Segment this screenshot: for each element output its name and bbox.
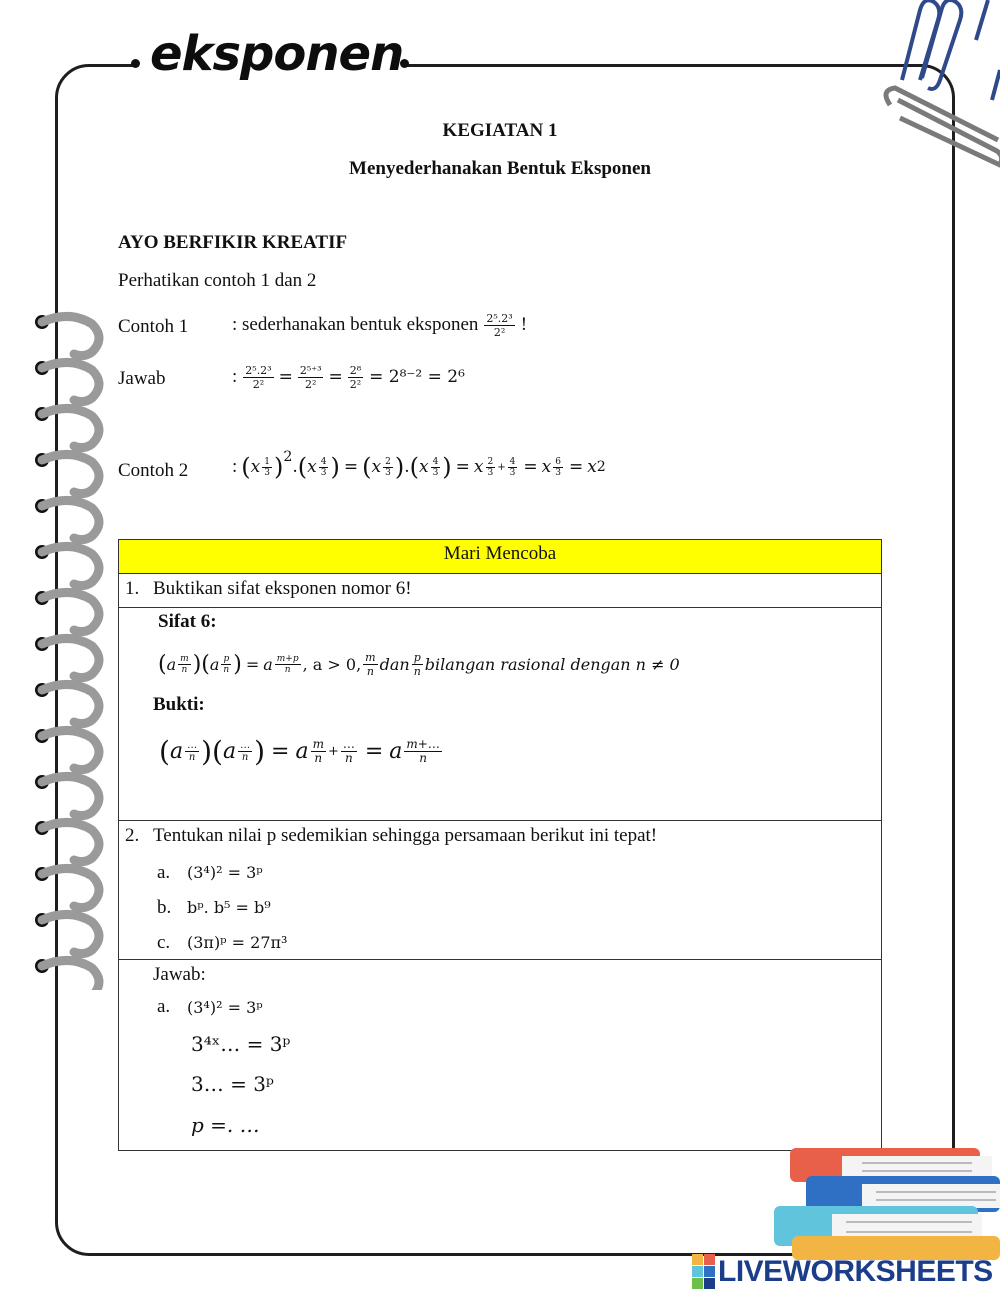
answer-step-3[interactable]: p =. … (191, 1113, 260, 1137)
property-dan: dan (379, 654, 410, 674)
example-2-label: Contoh 2 (118, 460, 189, 481)
fraction-denominator: 2² (349, 377, 362, 391)
watermark (692, 1254, 993, 1289)
fraction-denominator: 2² (304, 377, 317, 391)
property-condition: , a > 0, (302, 654, 362, 674)
notebook-rings (30, 300, 110, 990)
proof-formula: ( a $\frac{\dots}{n}$ ) ( a $\frac{\dots}{n}$ ) = a $\frac{m}{n}$ + $\frac{\dots}{n}$ = a $\frac{m+\dots}{n}$ (159, 734, 440, 768)
liveworksheets-logo-icon (692, 1254, 715, 1289)
option-expression: (3π)ᵖ = 27π³ (187, 933, 288, 952)
brand-title: eksponen (150, 26, 404, 82)
watermark-text: LIVEWORKSHEETS (718, 1254, 993, 1288)
answer-a-expr: (3⁴)² = 3ᵖ (187, 997, 263, 1017)
question-1-number: 1. (125, 578, 140, 599)
answer-step-2[interactable]: 3… = 3ᵖ (191, 1072, 274, 1096)
question-1-row (119, 574, 882, 608)
example-1-answer: : $\frac{\text{2⁵.2³}}{\text{2²}}$ = $\frac{\text{2⁵⁺³}}{\text{2²}}$ = $\frac{\text{2⁸}}{\text{2²}}$ = 2⁸⁻² = 2⁶ (232, 363, 465, 391)
answer-a-row (157, 996, 263, 1018)
option-letter: a. (157, 861, 171, 883)
option-letter: c. (157, 931, 171, 953)
property-label: Sifat 6: (158, 611, 217, 632)
property-formula: ( a $\frac{m}{n}$ ) ( a $\frac{p}{n}$ ) = a $\frac{m+p}{n}$ , a > 0, $\frac{m}{n}$ dan $\frac{p}{n}$ bilangan rasional dengan n ≠ 0 (158, 650, 680, 678)
answer-tail: = 2⁸⁻² = 2⁶ (369, 367, 465, 387)
proof-cell (119, 608, 882, 821)
question-2-option (157, 925, 287, 960)
answer-a-letter: a. (157, 996, 171, 1017)
question-2-option (157, 890, 287, 925)
task-header: Mari Mencoba (119, 540, 882, 574)
section-intro: Perhatikan contoh 1 dan 2 (118, 270, 317, 291)
title-dot-left (131, 59, 140, 68)
option-letter: b. (157, 896, 172, 918)
books-icon (772, 1140, 1000, 1260)
option-expression: (3⁴)² = 3ᵖ (187, 863, 263, 882)
question-2-text: Tentukan nilai p sedemikian sehingga persamaan berikut ini tepat! (153, 825, 658, 846)
paperclip-icon (880, 0, 1000, 180)
answer-step-1[interactable]: 3⁴ˣ… = 3ᵖ (191, 1032, 291, 1056)
question-2-options (157, 855, 287, 960)
example-1-fraction (484, 312, 514, 339)
question-2-cell (119, 821, 882, 960)
example-1-label: Contoh 1 (118, 316, 189, 337)
answer-label: Jawab (118, 368, 166, 389)
question-2-option (157, 855, 287, 890)
fraction-denominator: 2² (493, 325, 506, 339)
example-1-statement (232, 305, 527, 345)
activity-title: KEGIATAN 1 (442, 120, 558, 141)
answer-cell (119, 960, 882, 1151)
question-1-text: Buktikan sifat eksponen nomor 6! (153, 578, 412, 599)
example-1-end: ! (520, 314, 528, 335)
fraction-numerator: 2⁸ (349, 363, 362, 377)
example-1-text: : sederhanakan bentuk eksponen (232, 314, 479, 335)
property-rest: bilangan rasional dengan n ≠ 0 (424, 654, 680, 674)
example-2-expression: : ( x $\frac{1}{3}$ ) $^2$ . ( x $\frac{4}{3}$ ) = ( x $\frac{2}{3}$ ) . ( x $\frac{4}{3}$ ) = x $\frac{2}{3}$ + $\frac{4}{3}$ = x $\frac{6}{3}$ = x 2 (232, 449, 606, 481)
proof-label: Bukti: (153, 694, 205, 715)
fraction-numerator: 2⁵⁺³ (299, 363, 322, 377)
activity-subtitle: Menyederhanakan Bentuk Eksponen (349, 158, 651, 179)
section-heading: AYO BERFIKIR KREATIF (118, 232, 348, 253)
fraction-denominator: 2² (252, 377, 265, 391)
fraction-numerator: 2⁵.2³ (245, 363, 272, 377)
task-table (118, 539, 882, 1151)
fraction-numerator: 2⁵.2³ (486, 311, 513, 325)
question-2-number: 2. (125, 825, 140, 846)
answer-cell-label: Jawab: (153, 964, 206, 985)
option-expression: bᵖ. b⁵ = b⁹ (187, 898, 271, 917)
